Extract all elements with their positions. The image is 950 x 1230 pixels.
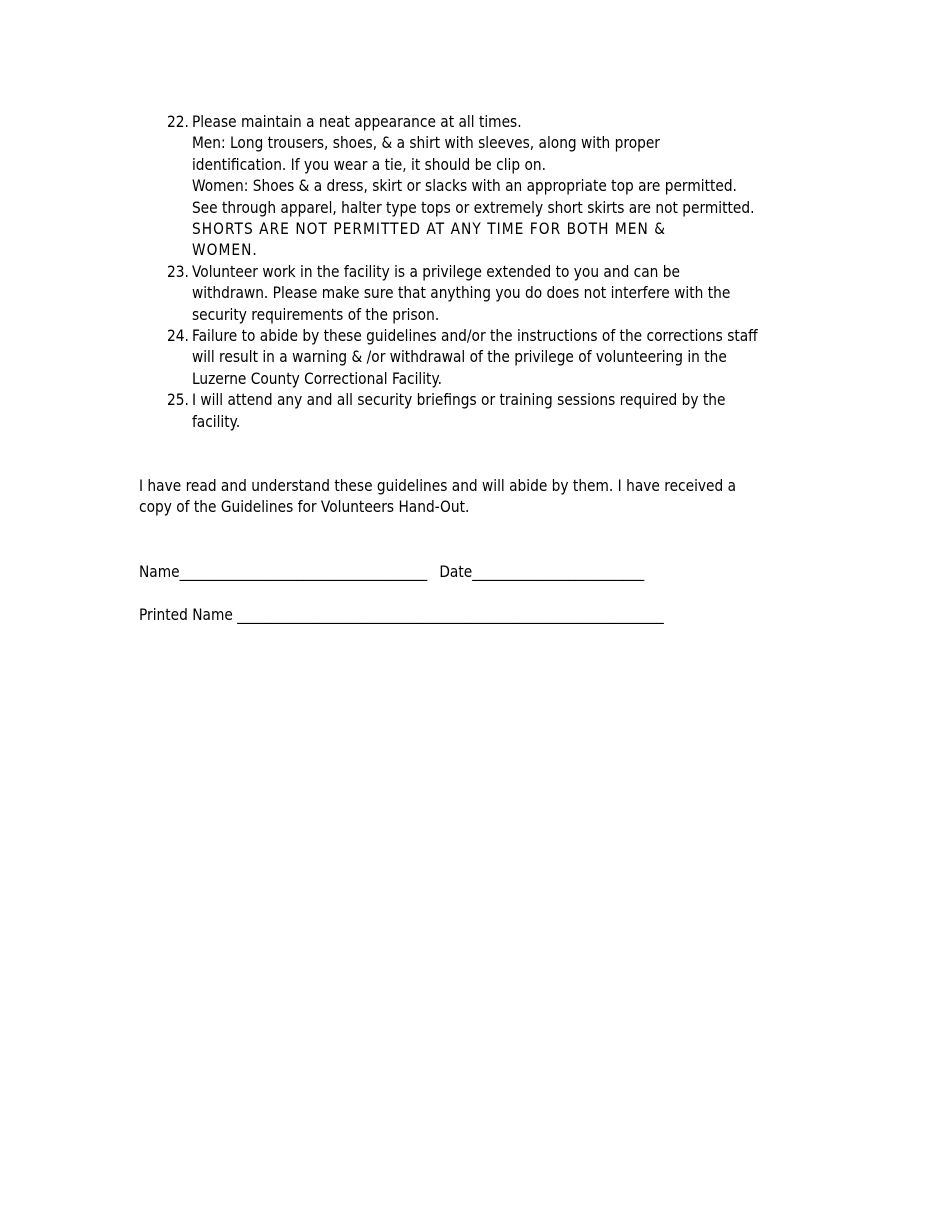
guideline-line: Volunteer work in the facility is a privilege extended to you and can be: [191, 261, 680, 281]
acknowledgement-line: I have read and understand these guidelines and will abide by them. I have received a: [139, 476, 737, 495]
acknowledgement-paragraph: [139, 475, 793, 518]
guideline-line-caps: WOMEN.: [191, 240, 258, 260]
printed-name-line[interactable]: ______________________________________________________________: [237, 605, 664, 624]
guideline-item-22: [167, 111, 833, 261]
guideline-number: 25.: [167, 390, 189, 410]
guideline-number: 24.: [167, 326, 189, 346]
guideline-line: Women: Shoes & a dress, skirt or slacks with an appropriate top are permitted.: [191, 176, 737, 196]
guideline-line: I will attend any and all security briefings or training sessions required by the: [191, 390, 726, 410]
date-line[interactable]: _________________________: [472, 562, 645, 581]
printed-name-row: [139, 604, 664, 625]
guideline-line: will result in a warning & /or withdrawal of the privilege of volunteering in the: [191, 347, 727, 367]
name-label: Name: [139, 562, 180, 581]
printed-name-label: Printed Name: [139, 605, 233, 624]
name-signature-line[interactable]: ____________________________________: [179, 562, 428, 581]
guideline-item-23: [167, 261, 833, 325]
guideline-line: identification. If you wear a tie, it should be clip on.: [191, 154, 546, 174]
guidelines-list: [167, 111, 817, 432]
guideline-item-25: [167, 389, 833, 432]
guideline-line: withdrawn. Please make sure that anything you do does not interfere with the: [191, 283, 731, 303]
acknowledgement-line: copy of the Guidelines for Volunteers Hand-Out.: [139, 497, 470, 517]
guideline-number: 23.: [167, 261, 189, 281]
guideline-line: Men: Long trousers, shoes, & a shirt with sleeves, along with proper: [191, 133, 660, 153]
guideline-number: 22.: [167, 112, 189, 131]
date-label: Date: [439, 562, 473, 581]
guideline-item-24: [167, 325, 833, 389]
guideline-line: security requirements of the prison.: [191, 304, 440, 324]
name-date-row: [139, 561, 644, 582]
guideline-line: Failure to abide by these guidelines and/or the instructions of the corrections staff: [191, 326, 758, 346]
guideline-line-caps: SHORTS ARE NOT PERMITTED AT ANY TIME FOR BOTH MEN &: [191, 219, 667, 239]
guideline-line: Luzerne County Correctional Facility.: [191, 368, 443, 388]
guideline-line: See through apparel, halter type tops or extremely short skirts are not permitted.: [191, 197, 755, 217]
guideline-line: Please maintain a neat appearance at all times.: [191, 112, 522, 131]
guideline-line: facility.: [191, 411, 241, 431]
